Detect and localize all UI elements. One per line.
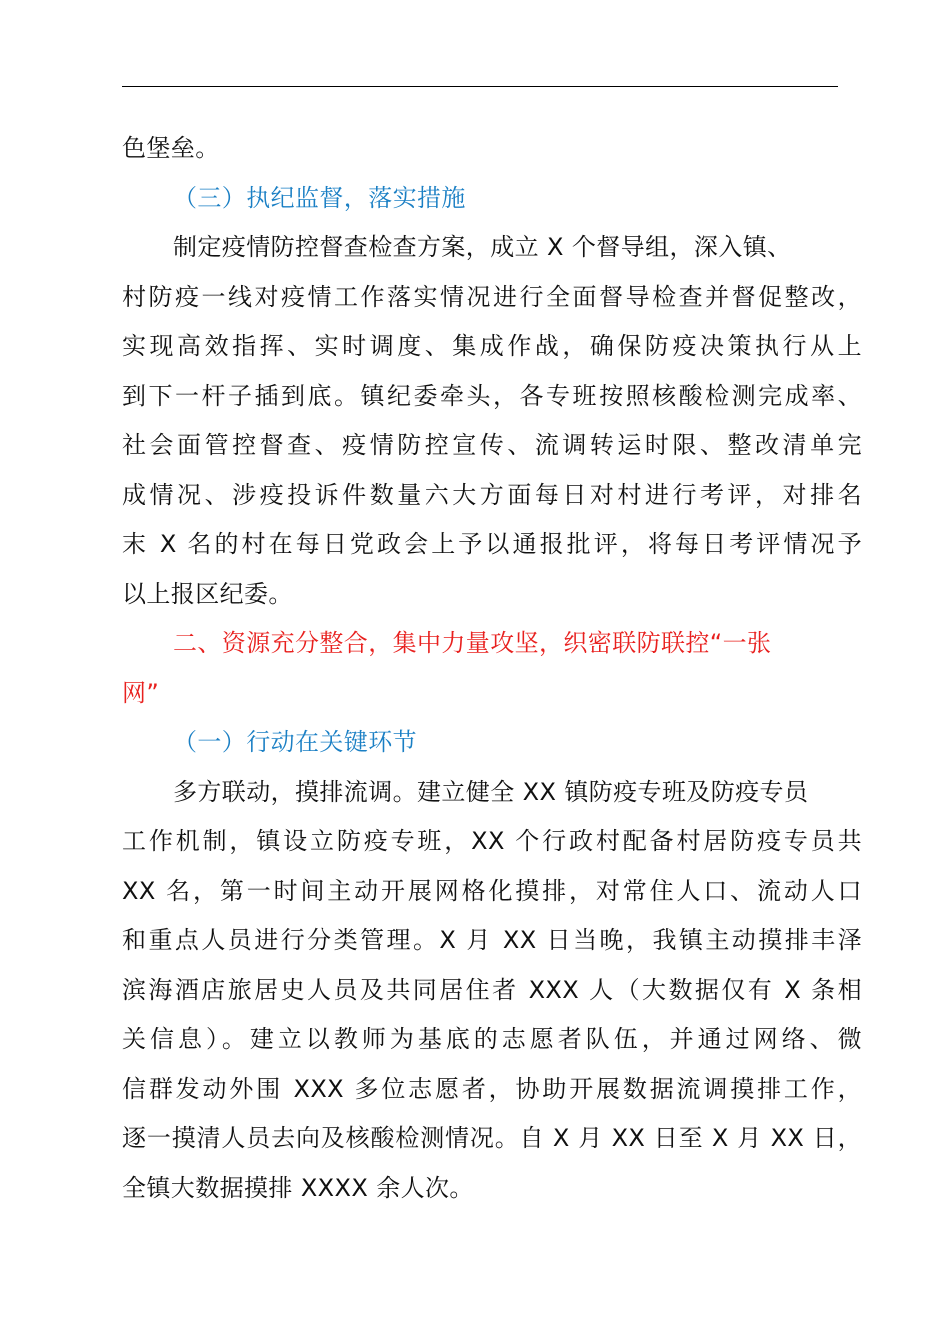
paragraph-line: 制定疫情防控督查检查方案，成立 X 个督导组，深入镇、 <box>173 233 792 261</box>
paragraph-line: 末 X 名的村在每日党政会上予以通报批评，将每日考评情况予 <box>122 530 862 558</box>
document-body <box>122 124 862 1213</box>
paragraph-line: 社会面管控督查、疫情防控宣传、流调转运时限、整改清单完 <box>122 431 862 459</box>
paragraph-line: 实现高效指挥、实时调度、集成作战，确保防疫决策执行从上 <box>122 332 862 360</box>
paragraph-line: 关信息）。建立以教师为基底的志愿者队伍，并通过网络、微 <box>122 1025 862 1053</box>
paragraph-line: 和重点人员进行分类管理。X 月 XX 日当晚，我镇主动摸排丰泽 <box>122 926 862 954</box>
paragraph-line: 逐一摸清人员去向及核酸检测情况。自 X 月 XX 日至 X 月 XX 日， <box>122 1124 862 1152</box>
section-heading-1: （一）行动在关键环节 <box>173 728 417 756</box>
paragraph-line: 到下一杆子插到底。镇纪委牵头，各专班按照核酸检测完成率、 <box>122 381 862 410</box>
paragraph-line: 村防疫一线对疫情工作落实情况进行全面督导检查并督促整改， <box>122 282 862 311</box>
paragraph-line: XX 名，第一时间主动开展网格化摸排，对常住人口、流动人口 <box>122 876 862 905</box>
paragraph-line: 多方联动，摸排流调。建立健全 XX 镇防疫专班及防疫专员 <box>173 777 809 806</box>
paragraph-line: 成情况、涉疫投诉件数量六大方面每日对村进行考评，对排名 <box>122 480 862 509</box>
chapter-heading-2: 二、资源充分整合，集中力量攻坚，织密联防联控“一张 <box>173 629 772 657</box>
paragraph-line: 滨海酒店旅居史人员及共同居住者 XXX 人（大数据仅有 X 条相 <box>122 975 862 1004</box>
paragraph-line: 信群发动外围 XXX 多位志愿者，协助开展数据流调摸排工作， <box>122 1074 862 1103</box>
header-rule <box>122 86 838 87</box>
paragraph-line: 全镇大数据摸排 XXXX 余人次。 <box>122 1173 474 1202</box>
chapter-heading-2-cont: 网” <box>122 678 160 707</box>
paragraph-line: 工作机制，镇设立防疫专班，XX 个行政村配备村居防疫专员共 <box>122 827 862 855</box>
paragraph-line: 以上报区纪委。 <box>122 579 293 608</box>
section-heading-3: （三）执纪监督，落实措施 <box>173 183 466 212</box>
paragraph-line: 色堡垒。 <box>122 134 220 162</box>
